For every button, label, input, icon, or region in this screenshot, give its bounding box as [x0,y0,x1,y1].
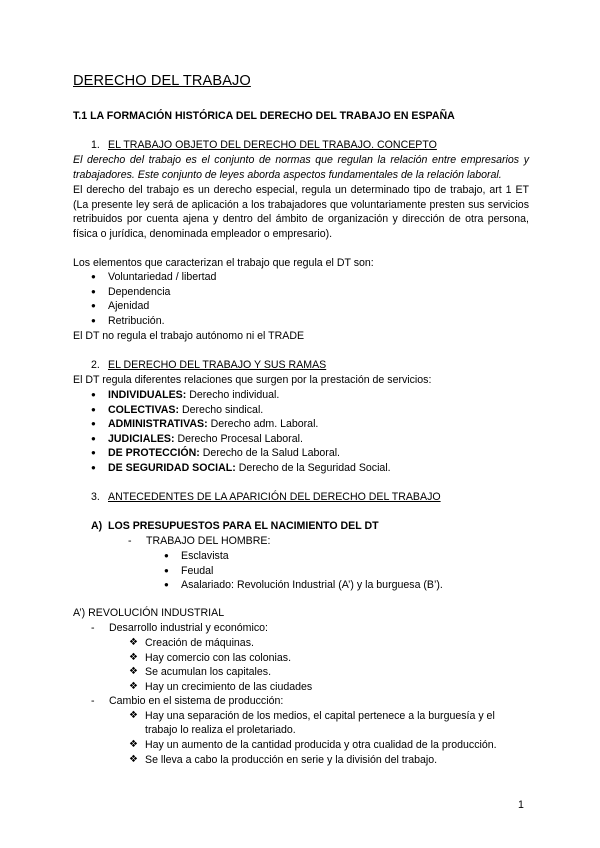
section-1-italic-definition: El derecho del trabajo es el conjunto de normas que regulan la relación entre empresarios y trabajadores. Este conjunto de leyes aborda aspectos fundamentales de la relación laboral. [73,154,529,181]
section-1-note: El DT no regula el trabajo autónomo ni el TRADE [73,330,305,342]
list-item: ❖ Hay una separación de los medios, el capital pertenece a la burguesía y el [129,710,495,722]
bullet-icon: ● [164,566,169,575]
section-1-heading [91,138,437,153]
document-title: DERECHO DEL TRABAJO [73,73,251,89]
diamond-bullet-icon: ❖ [129,637,138,648]
list-item: ❖ Se acumulan los capitales. [129,666,272,678]
dash-item: - Cambio en el sistema de producción: [91,695,284,707]
dash-item: - Desarrollo industrial y económico: [91,622,268,634]
list-item: ● Dependencia [91,285,171,298]
bullet-icon: ● [91,301,96,311]
list-item: ❖ Se lleva a cabo la producción en serie y la división del trabajo. [129,754,438,766]
page-number: 1 [518,799,524,811]
list-item: ● INDIVIDUALES: Derecho individual. [91,389,280,401]
list-item: ● ADMINISTRATIVAS: Derecho adm. Laboral. [91,418,319,431]
bullet-icon: ● [91,448,96,458]
list-item: ● Ajenidad [91,300,150,313]
diamond-bullet-icon: ❖ [129,754,138,765]
chapter-heading: T.1 LA FORMACIÓN HISTÓRICA DEL DERECHO DEL TRABAJO EN ESPAÑA [73,110,455,122]
section-1-number: 1. [91,139,100,151]
bullet-icon: ● [91,390,96,399]
diamond-bullet-icon: ❖ [129,739,138,750]
section-3-title: ANTECEDENTES DE LA APARICIÓN DEL DERECHO DEL TRABAJO [108,491,441,503]
bullet-icon: ● [164,580,169,589]
list-item: ● COLECTIVAS: Derecho sindical. [91,403,264,416]
subsection-a-heading: A) LOS PRESUPUESTOS PARA EL NACIMIENTO DEL DT [91,520,379,532]
diamond-bullet-icon: ❖ [129,710,138,721]
diamond-bullet-icon: ❖ [129,681,138,692]
section-1-paragraph: El derecho del trabajo es un derecho especial, regula un determinado tipo de trabajo, art 1 ET (La presente ley será de aplicación a los trabajadores que voluntariamente presten sus servicios retribuidos por cuenta ajena y dentro del ámbito de organización y dirección de otra persona, física o jurídica, denominada empleador o empresario). [73,184,529,240]
bullet-icon: ● [91,272,96,281]
section-1-title: EL TRABAJO OBJETO DEL DERECHO DEL TRABAJO. CONCEPTO [108,139,437,151]
list-item: ● Feudal [164,565,214,577]
bullet-icon: ● [91,419,96,429]
section-2-heading [91,358,326,373]
list-item: ❖ Creación de máquinas. [129,637,254,649]
list-item: ● DE PROTECCIÓN: Derecho de la Salud Laboral. [91,447,341,460]
list-item: ● Voluntariedad / libertad [91,271,217,283]
list-item: ❖ Hay un crecimiento de las ciudades [129,681,313,693]
section-2-title: EL DERECHO DEL TRABAJO Y SUS RAMAS [108,359,327,371]
branches-list [73,388,391,476]
list-item: ● Esclavista [164,550,229,562]
bullet-icon: ● [164,551,169,560]
list-item: ❖ Hay comercio con las colonias. [129,652,292,664]
section-3-number: 3. [91,491,100,503]
list-item: ● JUDICIALES: Derecho Procesal Laboral. [91,432,303,445]
list-item: ● Retribución. [91,314,165,327]
list-item: ❖ Hay un aumento de la cantidad producida y otra cualidad de la producción. [129,739,497,751]
bullet-icon: ● [91,286,96,296]
revolution-heading: A’) REVOLUCIÓN INDUSTRIAL [73,607,225,619]
section-2-number: 2. [91,359,100,371]
bullet-icon: ● [91,315,96,325]
bullet-icon: ● [91,433,96,443]
list-item-continuation: trabajo lo realiza el proletariado. [145,724,296,736]
section-2-lead: El DT regula diferentes relaciones que surgen por la prestación de servicios: [73,374,432,386]
section-3-heading [91,490,441,505]
section-1-lead: Los elementos que caracterizan el trabajo que regula el DT son: [73,257,374,269]
bullet-icon: ● [91,462,96,472]
list-item: ● Asalariado: Revolución Industrial (A’) y la burguesa (B’). [164,579,443,591]
diamond-bullet-icon: ❖ [129,666,138,677]
dash-item: - TRABAJO DEL HOMBRE: [128,535,271,547]
bullet-icon: ● [91,404,96,414]
diamond-bullet-icon: ❖ [129,652,138,663]
list-item: ● DE SEGURIDAD SOCIAL: Derecho de la Seguridad Social. [91,461,391,474]
elements-list [73,270,216,328]
